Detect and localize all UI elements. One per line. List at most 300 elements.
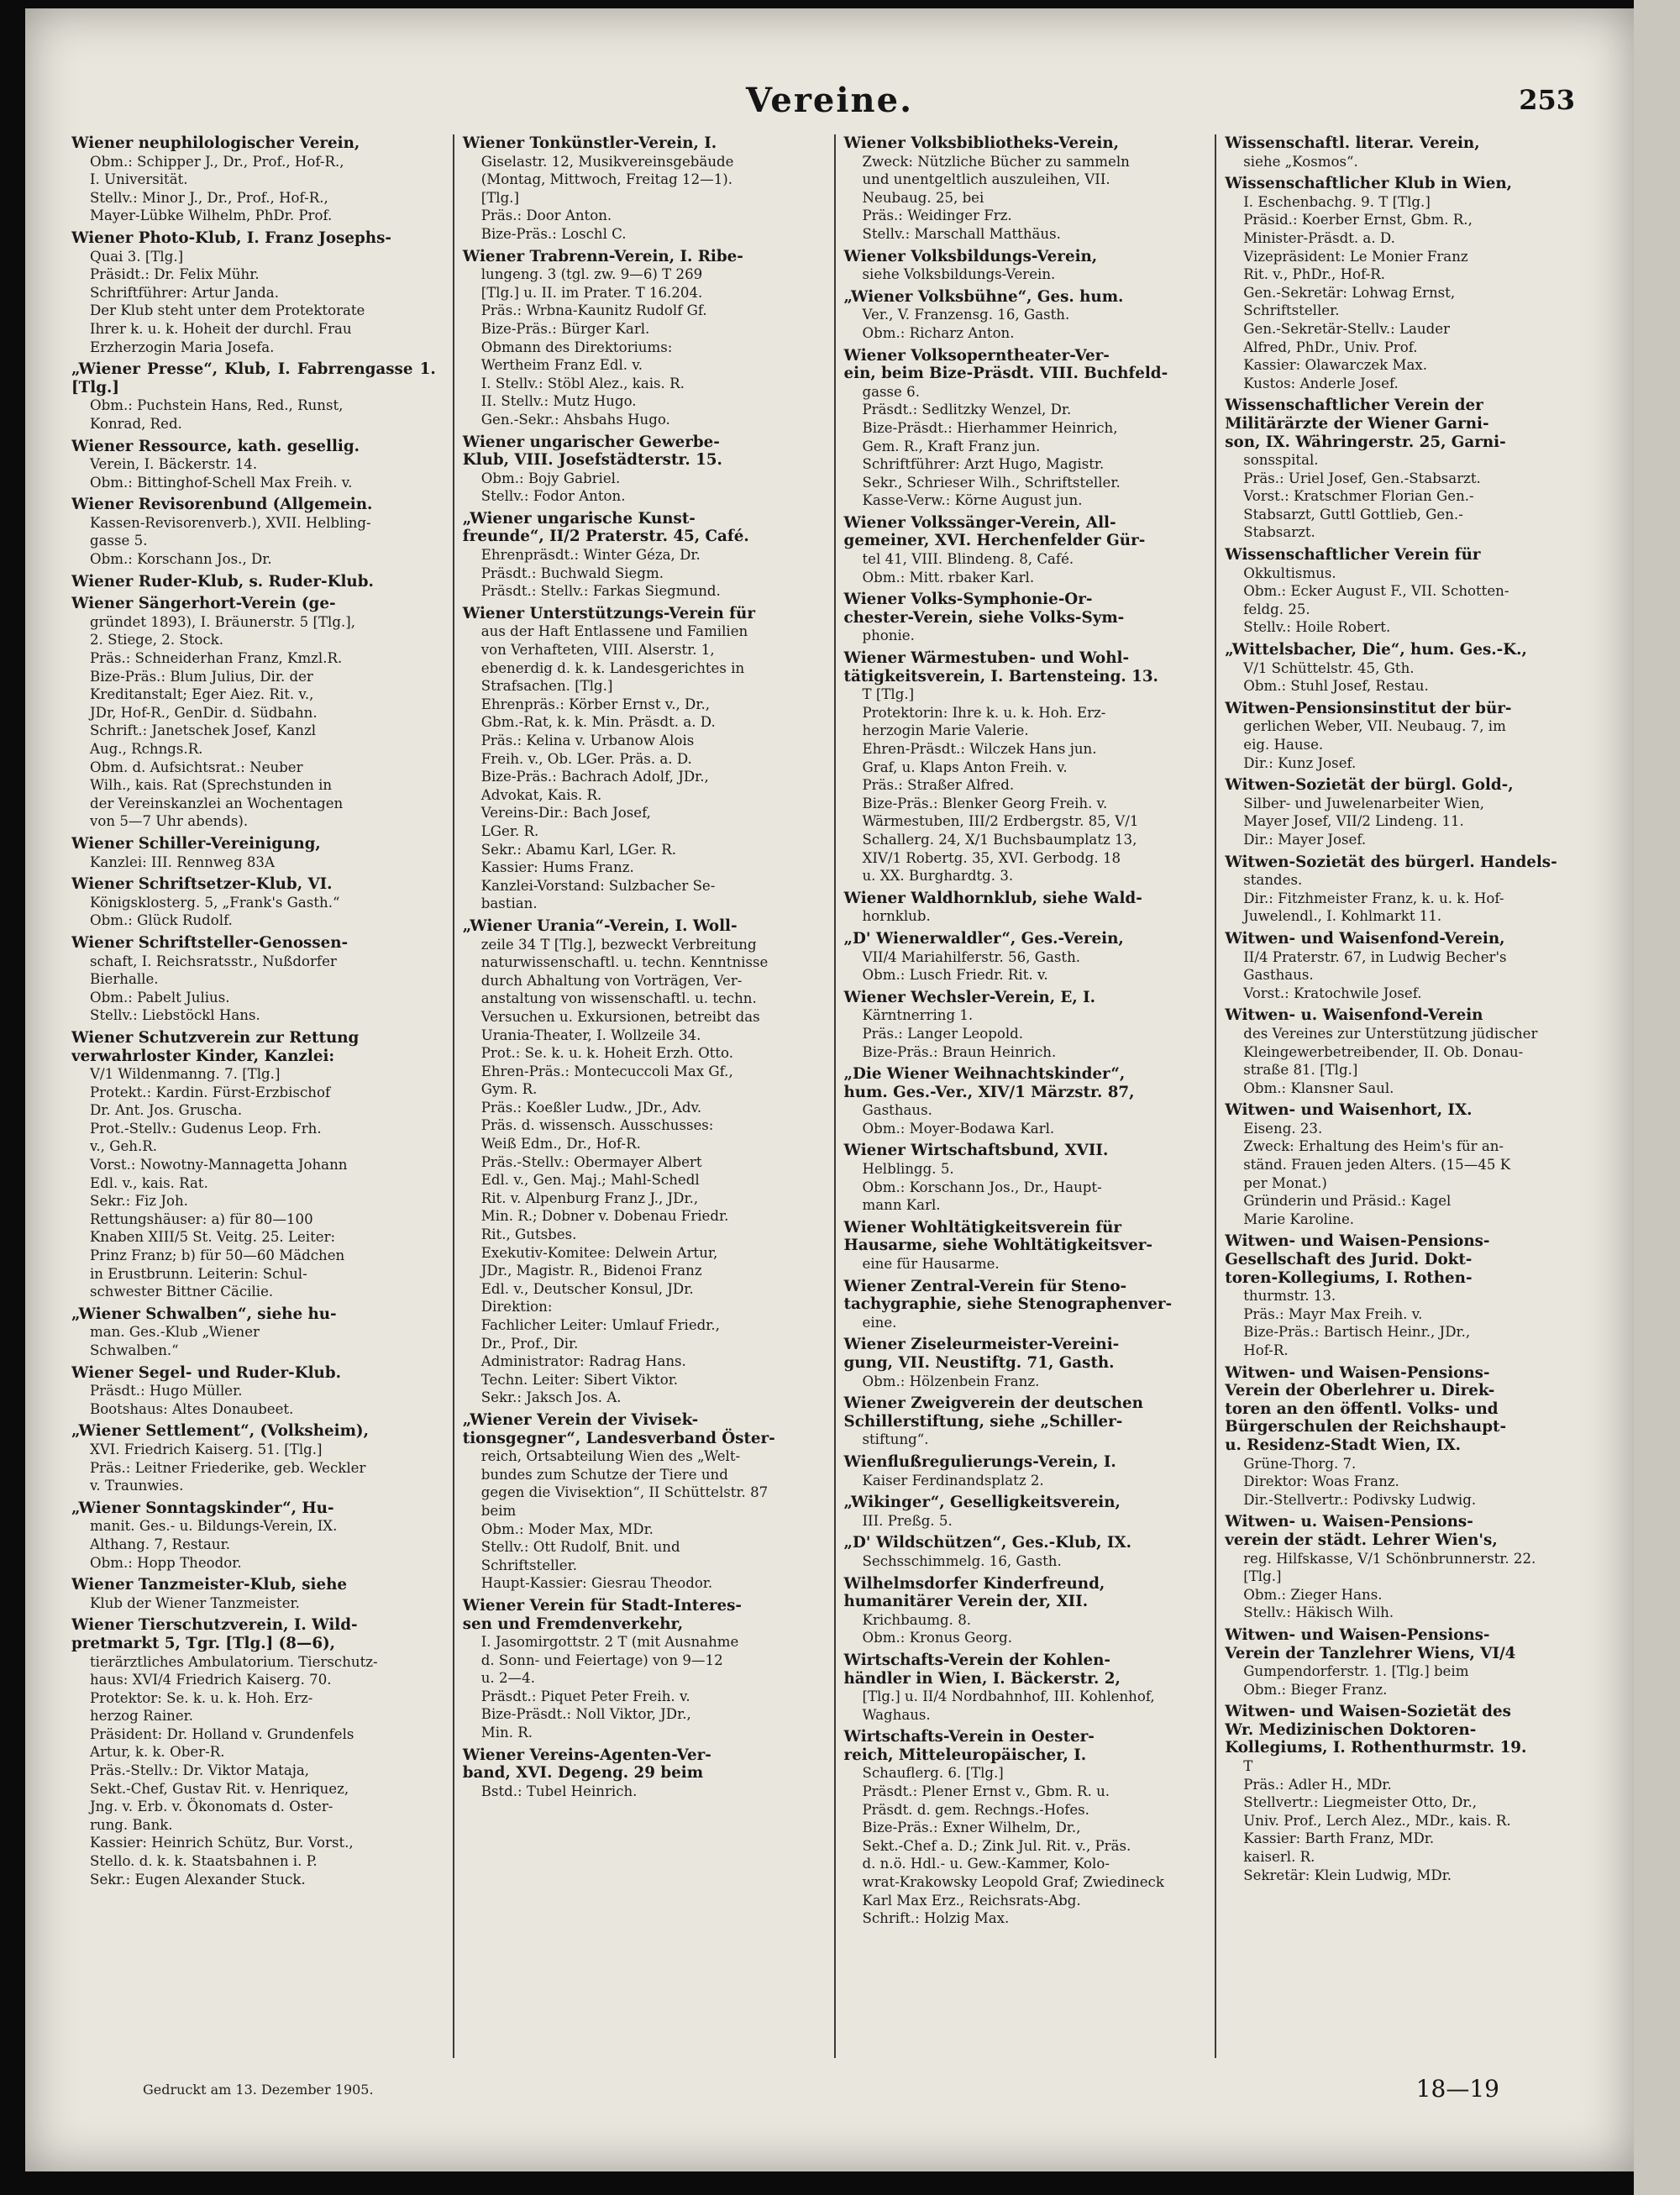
entry-heading: Wissenschaftlicher Klub in Wien, xyxy=(1225,175,1513,193)
entry-line: Kleingewerbetreibender, II. Ob. Donau- xyxy=(1243,1043,1524,1060)
entry-line: Obm.: Korschann Jos., Dr. xyxy=(90,551,272,568)
entry-heading: Wiener Schutzverein zur Rettung xyxy=(71,1028,360,1047)
entry-line: Präsdt.: Buchwald Siegm. xyxy=(480,565,664,581)
entry-line: Präs.: Mayr Max Freih. v. xyxy=(1243,1305,1423,1322)
entry-line: herzogin Marie Valerie. xyxy=(862,722,1029,739)
entry-line: Graf, u. Klaps Anton Freih. v. xyxy=(862,759,1068,775)
entry-line: Haupt-Kassier: Giesrau Theodor. xyxy=(480,1575,713,1592)
entry-line: Obm.: Stuhl Josef, Restau. xyxy=(1243,678,1429,695)
entry-line: Protekt.: Kardin. Fürst-Erzbischof xyxy=(90,1084,331,1100)
entry-line: rung. Bank. xyxy=(90,1816,173,1833)
entry-heading: Wiener Photo-Klub, I. Franz Josephs- xyxy=(71,228,391,247)
entry-line: V/1 Wildenmanng. 7. [Tlg.] xyxy=(90,1066,281,1083)
entry-line: Bize-Präs.: Blenker Georg Freih. v. xyxy=(862,795,1108,811)
entry-line: Dir.: Kunz Josef. xyxy=(1243,754,1357,771)
directory-entry xyxy=(71,1422,436,1494)
entry-line: v. Traunwies. xyxy=(90,1478,184,1494)
directory-entry xyxy=(1225,700,1579,772)
directory-entry xyxy=(71,875,436,930)
directory-entry xyxy=(463,510,817,601)
entry-line: XVI. Friedrich Kaiserg. 51. [Tlg.] xyxy=(90,1441,323,1457)
entry-heading: Kollegiums, I. Rothenthurmstr. 19. xyxy=(1225,1739,1527,1757)
entry-line: Sekretär: Klein Ludwig, MDr. xyxy=(1243,1867,1452,1883)
entry-line: Obm.: Moyer-Bodawa Karl. xyxy=(862,1120,1055,1137)
entry-line: Gen.-Sekr.: Ahsbahs Hugo. xyxy=(480,411,670,428)
entry-line: Fachlicher Leiter: Umlauf Friedr., xyxy=(480,1317,720,1333)
directory-entry xyxy=(844,134,1199,244)
entry-line: Kreditanstalt; Eger Aiez. Rit. v., xyxy=(90,686,314,703)
entry-line: Giselastr. 12, Musikvereinsgebäude xyxy=(480,153,734,170)
entry-line: I. Universität. xyxy=(90,171,188,188)
entry-line: Jng. v. Erb. v. Ökonomats d. Oster- xyxy=(90,1799,333,1815)
directory-entry xyxy=(71,496,436,568)
entry-line: Juwelendl., I. Kohlmarkt 11. xyxy=(1243,908,1442,925)
entry-line: siehe „Kosmos“. xyxy=(1243,153,1358,170)
entry-line: Kustos: Anderle Josef. xyxy=(1243,375,1399,391)
entry-heading: „Wiener ungarische Kunst- xyxy=(462,509,696,528)
entry-line: Obm.: Puchstein Hans, Red., Runst, xyxy=(90,397,344,414)
entry-line: Schriftsteller. xyxy=(480,1557,577,1573)
entry-line: Bootshaus: Altes Donaubeet. xyxy=(90,1400,294,1417)
column-3 xyxy=(834,134,1207,2058)
entry-line: JDr, Hof-R., GenDir. d. Südbahn. xyxy=(90,704,318,721)
entry-heading: reich, Mitteleuropäischer, I. xyxy=(843,1746,1087,1764)
entry-heading: hum. Ges.-Ver., XIV/1 Märzstr. 87, xyxy=(843,1083,1135,1101)
entry-line: Präs.-Stellv.: Obermayer Albert xyxy=(480,1153,702,1170)
entry-line: Präsdt.: Hugo Müller. xyxy=(90,1383,243,1399)
entry-line: Präsdt.: Plener Ernst v., Gbm. R. u. xyxy=(862,1783,1110,1800)
directory-entry xyxy=(463,1746,817,1801)
entry-line: standes. xyxy=(1243,872,1303,889)
entry-line: VII/4 Mariahilferstr. 56, Gasth. xyxy=(862,948,1081,965)
entry-line: Exekutiv-Komitee: Delwein Artur, xyxy=(480,1244,718,1261)
entry-heading: Hausarme, siehe Wohltätigkeitsver- xyxy=(843,1237,1152,1255)
entry-line: gerlichen Weber, VII. Neubaug. 7, im xyxy=(1243,718,1506,735)
entry-heading: u. Residenz-Stadt Wien, IX. xyxy=(1225,1436,1461,1454)
entry-line: Bize-Präs.: Bartisch Heinr., JDr., xyxy=(1243,1324,1471,1341)
entry-heading: händler in Wien, I. Bäckerstr. 2, xyxy=(843,1669,1121,1688)
entry-line: Stellv.: Liebstöckl Hans. xyxy=(90,1007,260,1024)
entry-line: in Erustbrunn. Leiterin: Schul- xyxy=(90,1265,307,1282)
entry-heading: Wiener Volksbildungs-Verein, xyxy=(843,247,1098,265)
directory-entry xyxy=(844,930,1199,985)
entry-heading: Wiener Zweigverein der deutschen xyxy=(843,1394,1143,1413)
entry-heading: Wissenschaftlicher Verein für xyxy=(1225,546,1481,565)
entry-heading: toren-Kollegiums, I. Rothen- xyxy=(1225,1268,1473,1287)
directory-entry xyxy=(71,595,436,831)
entry-line: Versuchen u. Exkursionen, betreibt das xyxy=(480,1008,760,1025)
entry-line: durch Abhaltung von Vorträgen, Ver- xyxy=(480,972,743,989)
entry-heading: „D' Wienerwaldler“, Ges.-Verein, xyxy=(843,929,1124,948)
entry-heading: Wiener Tierschutzverein, I. Wild- xyxy=(71,1616,358,1635)
directory-entry xyxy=(1225,930,1579,1002)
entry-line: Bize-Präs.: Bachrach Adolf, JDr., xyxy=(480,769,709,785)
entry-heading: Gesellschaft des Jurid. Dokt- xyxy=(1225,1251,1473,1269)
entry-heading: verwahrloster Kinder, Kanzlei: xyxy=(71,1047,335,1065)
entry-heading: Wirtschafts-Verein der Kohlen- xyxy=(843,1651,1110,1669)
directory-entry xyxy=(71,1029,436,1301)
entry-line: Bize-Präs.: Exner Wilhelm, Dr., xyxy=(862,1820,1081,1836)
entry-line: Kassier: Barth Franz, MDr. xyxy=(1243,1830,1435,1847)
entry-heading: Wiener Schriftsetzer-Klub, VI. xyxy=(71,875,333,894)
entry-line: u. 2—4. xyxy=(480,1670,535,1687)
entry-line: ebenerdig d. k. k. Landesgerichtes in xyxy=(480,659,745,676)
entry-line: Min. R. xyxy=(480,1725,533,1741)
entry-line: Königsklosterg. 5, „Frank's Gasth.“ xyxy=(90,894,340,911)
entry-heading: Wiener Schriftsteller-Genossen- xyxy=(71,933,349,952)
entry-heading: „Wikinger“, Geselligkeitsverein, xyxy=(843,1494,1121,1512)
entry-heading: „D' Wildschützen“, Ges.-Klub, IX. xyxy=(843,1534,1131,1552)
entry-line: Mayer-Lübke Wilhelm, PhDr. Prof. xyxy=(90,207,333,224)
entry-heading: Witwen- u. Waisen-Pensions- xyxy=(1225,1513,1473,1531)
entry-line: Ihrer k. u. k. Hoheit der durchl. Frau xyxy=(90,320,352,337)
entry-line: Prot.: Se. k. u. k. Hoheit Erzh. Otto. xyxy=(480,1045,733,1062)
entry-line: Bierhalle. xyxy=(90,971,159,988)
entry-heading: toren an den öffentl. Volks- und xyxy=(1225,1399,1499,1418)
entry-heading: Witwen- und Waisen-Pensions- xyxy=(1225,1232,1490,1251)
entry-line: zeile 34 T [Tlg.], bezweckt Verbreitung xyxy=(480,936,757,953)
entry-line: naturwissenschaftl. u. techn. Kenntnisse xyxy=(480,954,769,971)
entry-line: beim xyxy=(480,1502,517,1519)
entry-line: Ver., V. Franzensg. 16, Gasth. xyxy=(862,307,1070,323)
entry-line: reg. Hilfskasse, V/1 Schönbrunnerstr. 22. xyxy=(1243,1550,1536,1567)
entry-line: aus der Haft Entlassene und Familien xyxy=(480,623,748,640)
directory-entry xyxy=(71,934,436,1025)
entry-heading: verein der städt. Lehrer Wien's, xyxy=(1225,1531,1498,1549)
directory-entry xyxy=(844,890,1199,926)
entry-line: Präsident: Dr. Holland v. Grundenfels xyxy=(90,1725,354,1742)
entry-line: Vizepräsident: Le Monier Franz xyxy=(1243,248,1468,265)
entry-line: Obm.: Bojy Gabriel. xyxy=(480,470,621,486)
entry-line: Bize-Präs.: Bürger Karl. xyxy=(480,320,650,337)
entry-heading: Wiener Ruder-Klub, s. Ruder-Klub. xyxy=(71,572,374,591)
entry-line: Kassier: Heinrich Schütz, Bur. Vorst., xyxy=(90,1835,354,1851)
entry-heading: band, XVI. Degeng. 29 beim xyxy=(462,1764,704,1783)
column-2 xyxy=(453,134,826,2058)
entry-line: Alfred, PhDr., Univ. Prof. xyxy=(1243,339,1418,355)
entry-line: Gasthaus. xyxy=(1243,967,1314,984)
entry-line: der Vereinskanzlei an Wochentagen xyxy=(90,795,344,811)
entry-line: Stello. d. k. k. Staatsbahnen i. P. xyxy=(90,1853,318,1870)
entry-line: LGer. R. xyxy=(480,822,539,839)
directory-entry xyxy=(1225,1513,1579,1622)
directory-entry xyxy=(463,1597,817,1742)
scan-edge xyxy=(1634,0,1680,2195)
entry-line: sonsspital. xyxy=(1243,452,1319,469)
entry-line: lungeng. 3 (tgl. zw. 9—6) T 269 xyxy=(480,266,703,283)
entry-line: gasse 6. xyxy=(862,383,920,400)
entry-line: V/1 Schüttelstr. 45, Gth. xyxy=(1243,659,1415,676)
entry-heading: Witwen-Pensionsinstitut der bür- xyxy=(1225,699,1512,717)
entry-line: Protektorin: Ihre k. u. k. Hoh. Erz- xyxy=(862,704,1106,721)
entry-heading: „Wiener Volksbühne“, Ges. hum. xyxy=(843,287,1124,306)
entry-heading: Bürgerschulen der Reichshaupt- xyxy=(1225,1418,1507,1436)
entry-line: Präs.: Leitner Friederike, geb. Weckler xyxy=(90,1459,366,1476)
entry-line: [Tlg.] xyxy=(1243,1568,1282,1585)
entry-line: Edl. v., kais. Rat. xyxy=(90,1174,208,1191)
directory-entry xyxy=(1225,134,1579,171)
entry-line: Präs.-Stellv.: Dr. Viktor Mataja, xyxy=(90,1762,310,1779)
directory-entry xyxy=(1225,1626,1579,1699)
entry-line: siehe Volksbildungs-Verein. xyxy=(862,266,1056,283)
entry-line: [Tlg.] u. II. im Prater. T 16.204. xyxy=(480,284,703,301)
directory-entry xyxy=(71,360,436,433)
entry-line: thurmstr. 13. xyxy=(1243,1288,1336,1305)
entry-heading: Wissenschaftl. literar. Verein, xyxy=(1225,134,1480,152)
entry-heading: Wiener Waldhornklub, siehe Wald- xyxy=(843,889,1142,907)
entry-heading: Wissenschaftlicher Verein der xyxy=(1225,396,1483,415)
directory-entry xyxy=(844,1453,1199,1489)
entry-line: tierärztliches Ambulatorium. Tierschutz- xyxy=(90,1653,378,1670)
directory-entry xyxy=(71,1576,436,1612)
entry-line: Obm.: Glück Rudolf. xyxy=(90,912,233,929)
entry-line: kaiserl. R. xyxy=(1243,1849,1315,1866)
entry-line: Obmann des Direktoriums: xyxy=(480,339,673,355)
entry-line: Kassier: Hums Franz. xyxy=(480,859,634,876)
entry-line: Prinz Franz; b) für 50—60 Mädchen xyxy=(90,1247,345,1264)
entry-heading: Witwen- u. Waisenfond-Verein xyxy=(1225,1006,1483,1025)
directory-entry xyxy=(844,1534,1199,1570)
entry-line: Karl Max Erz., Reichsrats-Abg. xyxy=(862,1892,1081,1909)
entry-line: Präs.: Uriel Josef, Gen.-Stabsarzt. xyxy=(1243,470,1481,486)
entry-line: eine. xyxy=(862,1314,897,1331)
entry-line: wrat-Krakowsky Leopold Graf; Zwiedineck xyxy=(862,1874,1164,1891)
entry-line: Gen.-Sekretär: Lohwag Ernst, xyxy=(1243,284,1456,301)
entry-line: I. Stellv.: Stöbl Alez., kais. R. xyxy=(480,375,685,391)
entry-line: schwester Bittner Cäcilie. xyxy=(90,1284,274,1300)
entry-heading: humanitärer Verein der, XII. xyxy=(843,1593,1089,1611)
entry-line: Präsdt.: Piquet Peter Freih. v. xyxy=(480,1688,690,1704)
entry-line: Bize-Präsdt.: Hierhammer Heinrich, xyxy=(862,419,1118,436)
column-1 xyxy=(71,134,444,2058)
entry-heading: ein, beim Bize-Präsdt. VIII. Buchfeld- xyxy=(843,365,1168,383)
directory-entry xyxy=(71,438,436,492)
entry-line: des Vereines zur Unterstützung jüdischer xyxy=(1243,1025,1538,1042)
entry-line: Bstd.: Tubel Heinrich. xyxy=(480,1783,638,1799)
entry-line: JDr., Magistr. R., Bidenoi Franz xyxy=(480,1263,702,1279)
entry-heading: Wilhelmsdorfer Kinderfreund, xyxy=(843,1574,1105,1593)
entry-line: Präsidt.: Dr. Felix Mühr. xyxy=(90,266,260,283)
entry-line: Min. R.; Dobner v. Dobenau Friedr. xyxy=(480,1208,729,1225)
entry-line: Eiseng. 23. xyxy=(1243,1120,1323,1137)
directory-entry xyxy=(71,1305,436,1360)
entry-line: Dir.-Stellvertr.: Podivsky Ludwig. xyxy=(1243,1491,1477,1508)
entry-heading: son, IX. Währingerstr. 25, Garni- xyxy=(1225,433,1506,451)
entry-line: Rit. v. Alpenburg Franz J., JDr., xyxy=(480,1189,699,1206)
entry-line: Strafsachen. [Tlg.] xyxy=(480,678,613,695)
entry-line: [Tlg.] xyxy=(480,189,519,206)
entry-heading: Verein der Tanzlehrer Wiens, VI/4 xyxy=(1225,1644,1516,1662)
entry-line: Aug., Rchngs.R. xyxy=(90,741,203,757)
entry-line: Präs.: Langer Leopold. xyxy=(862,1025,1024,1042)
directory-entry xyxy=(1225,1101,1579,1228)
entry-line: straße 81. [Tlg.] xyxy=(1243,1062,1358,1079)
entry-heading: Wiener Unterstützungs-Verein für xyxy=(462,604,755,622)
entry-heading: Klub, VIII. Josefstädterstr. 15. xyxy=(462,451,722,470)
entry-line: bundes zum Schutze der Tiere und xyxy=(480,1466,728,1483)
entry-line: Schallerg. 24, X/1 Buchsbaumplatz 13, xyxy=(862,831,1137,848)
entry-line: Rit., Gutsbes. xyxy=(480,1226,577,1243)
entry-heading: Militärärzte der Wiener Garni- xyxy=(1225,414,1489,433)
entry-line: Okkultismus. xyxy=(1243,565,1336,581)
directory-entry xyxy=(844,1652,1199,1724)
entry-line: Althang. 7, Restaur. xyxy=(90,1536,230,1552)
entry-line: Gumpendorferstr. 1. [Tlg.] beim xyxy=(1243,1663,1469,1680)
directory-entry xyxy=(844,989,1199,1061)
entry-line: Obm.: Bieger Franz. xyxy=(1243,1681,1388,1698)
entry-heading: pretmarkt 5, Tgr. [Tlg.] (8—6), xyxy=(71,1634,336,1652)
entry-line: Sekr.: Eugen Alexander Stuck. xyxy=(90,1871,306,1888)
page-title: Vereine. xyxy=(746,81,913,120)
entry-line: phonie. xyxy=(862,628,915,644)
entry-line: Vorst.: Kratochwile Josef. xyxy=(1243,985,1422,1001)
entry-heading: „Wiener Urania“-Verein, I. Woll- xyxy=(462,916,738,935)
entry-line: feldg. 25. xyxy=(1243,601,1310,617)
entry-line: anstaltung von wissenschaftl. u. techn. xyxy=(480,990,757,1007)
entry-line: Präsid.: Koerber Ernst, Gbm. R., xyxy=(1243,212,1473,228)
entry-heading: Wiener Volksoperntheater-Ver- xyxy=(843,346,1110,365)
entry-line: Präsdt.: Stellv.: Farkas Siegmund. xyxy=(480,583,721,600)
entry-heading: „Wiener Verein der Vivisek- xyxy=(462,1410,699,1429)
entry-heading: Witwen- und Waisenhort, IX. xyxy=(1225,1101,1473,1120)
entry-line: Schauflerg. 6. [Tlg.] xyxy=(862,1765,1004,1782)
entry-line: II/4 Praterstr. 67, in Ludwig Becher's xyxy=(1243,948,1507,965)
entry-heading: Wirtschafts-Verein in Oester- xyxy=(843,1728,1095,1746)
directory-entry xyxy=(1225,546,1579,637)
entry-heading: „Die Wiener Weihnachtskinder“, xyxy=(843,1065,1126,1084)
entry-line: Sekt.-Chef a. D.; Zink Jul. Rit. v., Präs. xyxy=(862,1837,1131,1854)
entry-heading: Witwen- und Waisen-Pensions- xyxy=(1225,1363,1490,1382)
entry-heading: tachygraphie, siehe Stenographenver- xyxy=(843,1295,1173,1314)
directory-entry xyxy=(1225,641,1579,696)
entry-line: Obm.: Mitt. rbaker Karl. xyxy=(862,569,1035,586)
entry-line: Marie Karoline. xyxy=(1243,1210,1355,1227)
entry-line: Edl. v., Gen. Maj.; Mahl-Schedl xyxy=(480,1172,700,1189)
entry-line: Stellv.: Minor J., Dr., Prof., Hof-R., xyxy=(90,189,328,206)
entry-heading: Wiener Trabrenn-Verein, I. Ribe- xyxy=(462,247,743,265)
entry-line: reich, Ortsabteilung Wien des „Welt- xyxy=(480,1448,741,1465)
entry-line: Schrift.: Janetschek Josef, Kanzl xyxy=(90,722,317,739)
directory-entry xyxy=(844,1142,1199,1214)
entry-line: eine für Hausarme. xyxy=(862,1256,1000,1273)
entry-line: Bize-Präsdt.: Noll Viktor, JDr., xyxy=(480,1706,691,1723)
directory-entry xyxy=(1225,1232,1579,1359)
entry-heading: „Wiener Sonntagskinder“, Hu- xyxy=(71,1499,334,1517)
entry-line: Kassier: Olawarczek Max. xyxy=(1243,357,1428,374)
entry-line: von Verhafteten, VIII. Alserstr. 1, xyxy=(480,642,715,659)
entry-line: Obm.: Lusch Friedr. Rit. v. xyxy=(862,967,1048,984)
entry-line: Obm. d. Aufsichtsrat.: Neuber xyxy=(90,759,303,775)
entry-line: gründet 1893), I. Bräunerstr. 5 [Tlg.], xyxy=(90,613,355,630)
entry-heading: Wiener Vereins-Agenten-Ver- xyxy=(462,1746,711,1764)
entry-line: gegen die Vivisektion“, II Schüttelstr. 87 xyxy=(480,1484,769,1501)
directory-entry xyxy=(1225,1364,1579,1510)
entry-heading: Wiener Segel- und Ruder-Klub. xyxy=(71,1363,341,1382)
entry-line: von 5—7 Uhr abends). xyxy=(90,813,249,830)
entry-heading: Wr. Medizinischen Doktoren- xyxy=(1225,1720,1477,1739)
columns-container xyxy=(71,134,1588,2058)
directory-entry xyxy=(463,134,817,244)
directory-entry xyxy=(71,134,436,225)
entry-line: Vorst.: Kratschmer Florian Gen.- xyxy=(1243,488,1474,505)
entry-heading: Wiener Volksbibliotheks-Verein, xyxy=(843,134,1119,152)
entry-line: Präs.: Door Anton. xyxy=(480,207,612,224)
entry-line: Obm.: Klansner Saul. xyxy=(1243,1079,1394,1096)
directory-entry xyxy=(71,229,436,356)
entry-line: Der Klub steht unter dem Protektorate xyxy=(90,302,365,319)
entry-line: 2. Stiege, 2. Stock. xyxy=(90,632,224,649)
entry-line: Präsdt.: Sedlitzky Wenzel, Dr. xyxy=(862,402,1072,418)
print-date: Gedruckt am 13. Dezember 1905. xyxy=(143,2082,374,2098)
entry-line: Sekt.-Chef, Gustav Rit. v. Henriquez, xyxy=(90,1780,349,1797)
page-header xyxy=(25,81,1634,131)
entry-heading: „Wiener Schwalben“, siehe hu- xyxy=(71,1305,337,1323)
entry-line: Obm.: Hölzenbein Franz. xyxy=(862,1373,1040,1389)
entry-line: Techn. Leiter: Sibert Viktor. xyxy=(480,1371,679,1388)
directory-entry xyxy=(1225,1703,1579,1884)
entry-heading: „Wiener Presse“, Klub, I. Fabrrengasse 1. [Tlg.] xyxy=(71,360,436,396)
entry-line: (Montag, Mittwoch, Freitag 12—1). xyxy=(480,171,733,188)
entry-heading: Wiener Revisorenbund (Allgemein. xyxy=(71,496,373,514)
entry-heading: tätigkeitsverein, I. Bartensteing. 13. xyxy=(843,667,1158,685)
entry-heading: Wiener Verein für Stadt-Interes- xyxy=(462,1596,742,1615)
entry-line: Obm.: Hopp Theodor. xyxy=(90,1554,242,1571)
entry-line: Obm.: Pabelt Julius. xyxy=(90,989,230,1006)
entry-line: Sekr.: Fiz Joh. xyxy=(90,1193,188,1210)
entry-line: Obm.: Moder Max, MDr. xyxy=(480,1520,654,1537)
entry-line: Prot.-Stellv.: Gudenus Leop. Frh. xyxy=(90,1120,322,1137)
entry-line: Freih. v., Ob. LGer. Präs. a. D. xyxy=(480,750,692,767)
entry-line: Präs.: Straßer Alfred. xyxy=(862,777,1015,794)
directory-entry xyxy=(844,347,1199,510)
entry-line: Kasse-Verw.: Körne August jun. xyxy=(862,492,1083,509)
directory-entry xyxy=(844,1219,1199,1273)
entry-heading: Wiener Schiller-Vereinigung, xyxy=(71,834,321,853)
entry-line: Obm.: Zieger Hans. xyxy=(1243,1586,1383,1603)
entry-line: Schriftsteller. xyxy=(1243,302,1340,319)
entry-line: Bize-Präs.: Braun Heinrich. xyxy=(862,1043,1057,1060)
entry-line: Präs.: Wrbna-Kaunitz Rudolf Gf. xyxy=(480,302,707,319)
entry-line: hornklub. xyxy=(862,908,931,925)
directory-entry xyxy=(463,605,817,913)
entry-line: Protektor: Se. k. u. k. Hoh. Erz- xyxy=(90,1689,313,1706)
directory-entry xyxy=(463,433,817,506)
entry-heading: Witwen-Sozietät des bürgerl. Handels- xyxy=(1225,853,1557,871)
entry-line: Sekr., Schrieser Wilh., Schriftsteller. xyxy=(862,474,1121,491)
entry-line: manit. Ges.- u. Bildungs-Verein, IX. xyxy=(90,1518,338,1535)
entry-line: Gründerin und Präsid.: Kagel xyxy=(1243,1193,1452,1210)
entry-line: [Tlg.] u. II/4 Nordbahnhof, III. Kohlenhof, xyxy=(862,1688,1155,1705)
entry-line: Dr., Prof., Dir. xyxy=(480,1335,579,1352)
entry-line: Stellvertr.: Liegmeister Otto, Dr., xyxy=(1243,1794,1478,1811)
entry-line: III. Preßg. 5. xyxy=(862,1512,953,1529)
entry-line: Konrad, Red. xyxy=(90,415,182,432)
entry-line: und unentgeltlich auszuleihen, VII. xyxy=(862,171,1110,188)
directory-entry xyxy=(71,1616,436,1888)
entry-heading: Wiener Wirtschaftsbund, XVII. xyxy=(843,1142,1109,1160)
entry-heading: Wiener Tonkünstler-Verein, I. xyxy=(462,134,717,152)
entry-line: Sekr.: Jaksch Jos. A. xyxy=(480,1389,622,1406)
directory-entry xyxy=(844,591,1199,645)
entry-line: Gasthaus. xyxy=(862,1102,932,1119)
directory-entry xyxy=(844,1065,1199,1137)
entry-line: Sekr.: Abamu Karl, LGer. R. xyxy=(480,841,677,858)
entry-heading: Verein der Oberlehrer u. Direk- xyxy=(1225,1382,1495,1400)
entry-line: Ehrenpräsdt.: Winter Géza, Dr. xyxy=(480,547,701,564)
directory-entry xyxy=(844,1494,1199,1530)
entry-heading: Wiener Zentral-Verein für Steno- xyxy=(843,1277,1127,1295)
entry-line: ständ. Frauen jeden Alters. (15—45 K xyxy=(1243,1157,1511,1174)
